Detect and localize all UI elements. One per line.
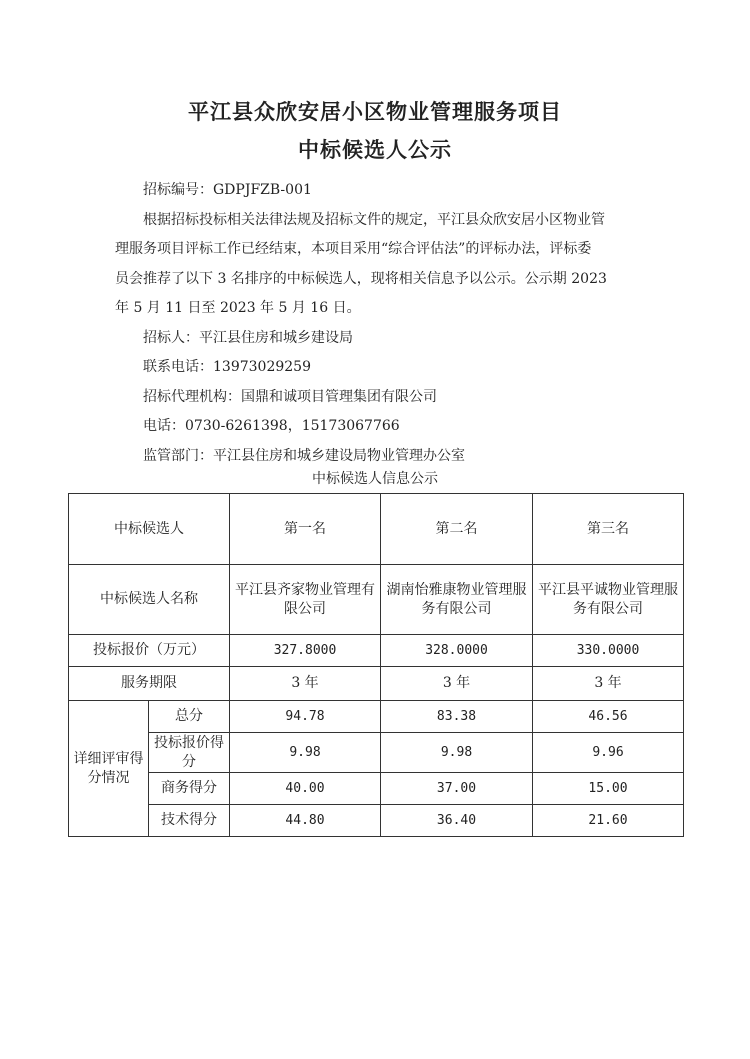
header-rank-2: 第二名 [381, 494, 533, 565]
technical-score-3: 21.60 [533, 805, 684, 837]
price-score-3: 9.96 [533, 733, 684, 773]
business-score-3: 15.00 [533, 773, 684, 805]
service-period-1: 3 年 [230, 667, 381, 701]
total-score-2: 83.38 [381, 701, 533, 733]
document-body [115, 176, 640, 471]
bid-price-1: 327.8000 [230, 635, 381, 667]
table-row [69, 667, 684, 701]
service-period-3: 3 年 [533, 667, 684, 701]
row-label: 投标报价（万元） [69, 635, 230, 667]
score-group-label: 详细评审得分情况 [69, 701, 149, 837]
row-label: 服务期限 [69, 667, 230, 701]
total-score-1: 94.78 [230, 701, 381, 733]
business-score-1: 40.00 [230, 773, 381, 805]
score-label: 总分 [149, 701, 230, 733]
score-label: 投标报价得分 [149, 733, 230, 773]
paragraph-line: 年 5 月 11 日至 2023 年 5 月 16 日。 [115, 300, 361, 316]
price-score-1: 9.98 [230, 733, 381, 773]
table-row [69, 733, 684, 773]
bid-price-2: 328.0000 [381, 635, 533, 667]
candidates-table [68, 493, 684, 837]
table-row [69, 635, 684, 667]
header-rank-3: 第三名 [533, 494, 684, 565]
candidate-name-3: 平江县平诚物业管理服务有限公司 [533, 565, 684, 635]
candidate-name-2: 湖南怡雅康物业管理服务有限公司 [381, 565, 533, 635]
tenderer: 招标人：平江县住房和城乡建设局 [143, 329, 353, 346]
header-label: 中标候选人 [69, 494, 230, 565]
document-subtitle: 中标候选人公示 [298, 137, 452, 162]
table-row [69, 565, 684, 635]
service-period-2: 3 年 [381, 667, 533, 701]
paragraph-line: 根据招标投标相关法律法规及招标文件的规定，平江县众欣安居小区物业管 [143, 211, 605, 228]
row-label: 中标候选人名称 [69, 565, 230, 635]
paragraph-line: 理服务项目评标工作已经结束，本项目采用“综合评估法”的评标办法，评标委 [115, 241, 592, 257]
score-label: 技术得分 [149, 805, 230, 837]
header-rank-1: 第一名 [230, 494, 381, 565]
table-caption: 中标候选人信息公示 [312, 471, 438, 487]
tender-number: 招标编号：GDPJFZB-001 [143, 182, 312, 198]
total-score-3: 46.56 [533, 701, 684, 733]
candidate-name-1: 平江县齐家物业管理有限公司 [230, 565, 381, 635]
technical-score-2: 36.40 [381, 805, 533, 837]
agency-phone: 电话：0730-6261398，15173067766 [143, 418, 400, 434]
table-row [69, 805, 684, 837]
supervisor-dept: 监管部门：平江县住房和城乡建设局物业管理办公室 [143, 447, 465, 464]
bid-price-3: 330.0000 [533, 635, 684, 667]
document-title: 平江县众欣安居小区物业管理服务项目 [188, 99, 562, 124]
score-label: 商务得分 [149, 773, 230, 805]
table-header-row [69, 494, 684, 565]
business-score-2: 37.00 [381, 773, 533, 805]
table-row [69, 701, 684, 733]
technical-score-1: 44.80 [230, 805, 381, 837]
price-score-2: 9.98 [381, 733, 533, 773]
tender-agency: 招标代理机构：国鼎和诚项目管理集团有限公司 [143, 388, 437, 405]
contact-phone: 联系电话：13973029259 [143, 359, 311, 375]
table-row [69, 773, 684, 805]
paragraph-line: 员会推荐了以下 3 名排序的中标候选人，现将相关信息予以公示。公示期 2023 [115, 270, 607, 287]
